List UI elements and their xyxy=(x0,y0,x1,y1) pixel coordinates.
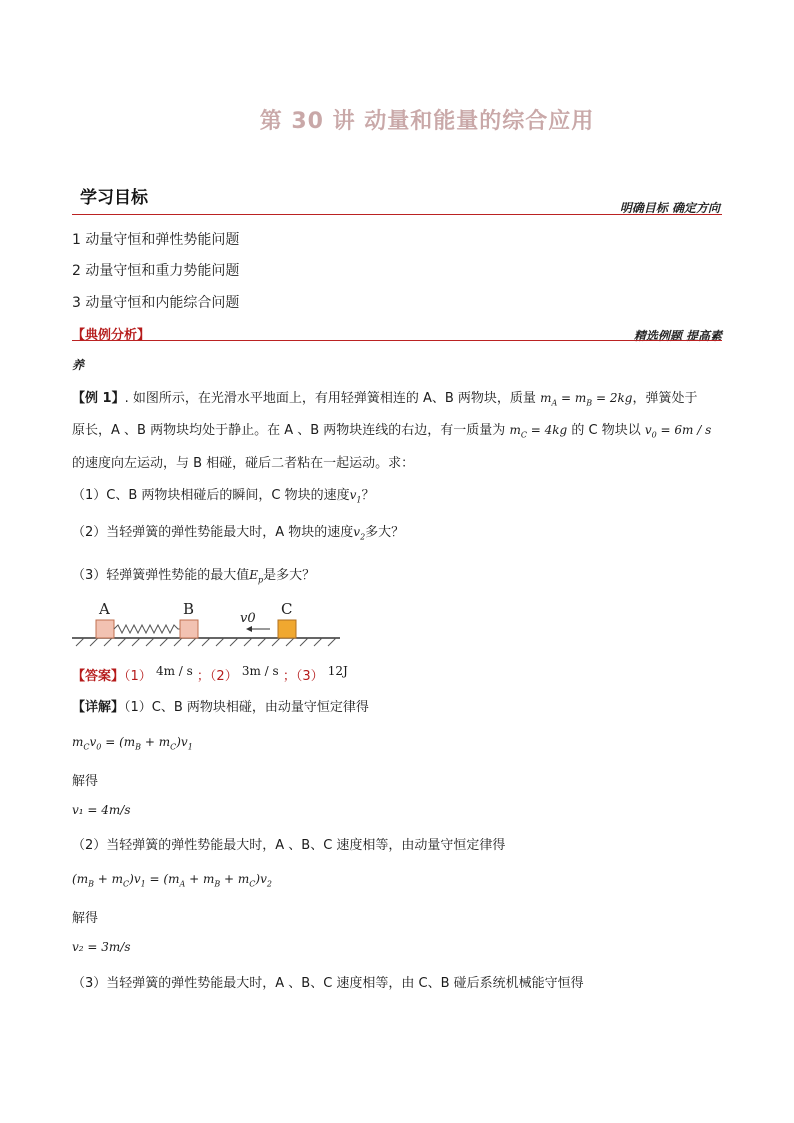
solution-step-3: （3）当轻弹簧的弹性势能最大时，A 、B、C 速度相等，由 C、B 碰后系统机械能守恒得 xyxy=(72,976,584,991)
solution-step-2: （2）当轻弹簧的弹性势能最大时，A 、B、C 速度相等，由动量守恒定律得 xyxy=(72,838,506,853)
examples-heading: 【典例分析】 xyxy=(72,328,151,343)
example-label: 【例 1】 xyxy=(72,391,125,406)
block-b xyxy=(180,620,198,638)
goals-heading: 学习目标 xyxy=(80,188,148,208)
label-c: C xyxy=(281,600,293,618)
answer-2: 3m / s xyxy=(241,664,279,678)
mass-expression: $m_A = m_B = 2kg$ xyxy=(540,391,633,408)
goals-tagline: 明确目标 确定方向 xyxy=(619,201,720,215)
goal-item: 3 动量守恒和内能综合问题 xyxy=(72,295,240,311)
problem-line-3: 的速度向左运动，与 B 相碰，碰后二者粘在一起运动。求： xyxy=(72,456,415,471)
problem-line-1: 【例 1】. 如图所示，在光滑水平地面上，有用轻弹簧相连的 A、B 两物块，质量 $m_A = m_B = 2kg$，弹簧处于 xyxy=(72,391,698,408)
page-title: 第 30 讲 动量和能量的综合应用 xyxy=(259,109,595,134)
equation-2: $(m_B + m_C)v_1 = (m_A + m_B + m_C)v_2$ xyxy=(72,872,272,889)
spring-icon xyxy=(114,625,180,633)
answer-1: 4m / s xyxy=(155,664,193,678)
mass-c-expression: $m_C = 4kg$ xyxy=(509,423,568,440)
answer-line: 【答案】（1） 4m / s ；（2） 3m / s ；（3） 12J xyxy=(72,664,348,684)
examples-divider xyxy=(72,340,722,341)
solve-label-1: 解得 xyxy=(72,774,99,789)
equation-1: $m_Cv_0 = (m_B + m_C)v_1$ xyxy=(72,735,193,752)
examples-tagline: 精选例题 提高素 xyxy=(633,329,722,343)
goals-divider xyxy=(72,214,722,215)
problem-line-2: 原长，A 、B 两物块均处于静止。在 A 、B 两物块连线的右边，有一质量为 $m_C = 4kg$ 的 C 物块以 $v_0 = 6m / s$ xyxy=(72,423,712,440)
physics-figure xyxy=(70,598,350,648)
answer-label: 【答案】 xyxy=(72,669,125,684)
label-b: B xyxy=(183,600,195,618)
question-2: （2）当轻弹簧的弹性势能最大时，A 物块的速度$v_2$多大？ xyxy=(72,525,405,542)
solution-label: 【详解】 xyxy=(72,700,125,715)
answer-3: 12J xyxy=(327,664,348,678)
arrow-head-icon xyxy=(246,626,252,632)
question-3: （3）轻弹簧弹性势能的最大值$E_p$是多大？ xyxy=(72,568,316,585)
label-v0: v0 xyxy=(240,611,256,626)
goal-item: 1 动量守恒和弹性势能问题 xyxy=(72,232,240,248)
result-2: v₂ = 3m/s xyxy=(72,940,131,954)
solve-label-2: 解得 xyxy=(72,911,99,926)
velocity-expression: $v_0 = 6m / s$ xyxy=(644,423,712,440)
block-a xyxy=(96,620,114,638)
result-1: v₁ = 4m/s xyxy=(72,803,131,817)
goal-item: 2 动量守恒和重力势能问题 xyxy=(72,263,240,279)
label-a: A xyxy=(99,600,110,618)
ground-hatching xyxy=(76,638,336,646)
block-c xyxy=(278,620,296,638)
examples-tagline-wrap: 养 xyxy=(72,358,85,372)
solution-step-1: 【详解】（1）C、B 两物块相碰，由动量守恒定律得 xyxy=(72,700,369,715)
question-1: （1）C、B 两物块相碰后的瞬间，C 物块的速度$v_1$？ xyxy=(72,488,375,505)
